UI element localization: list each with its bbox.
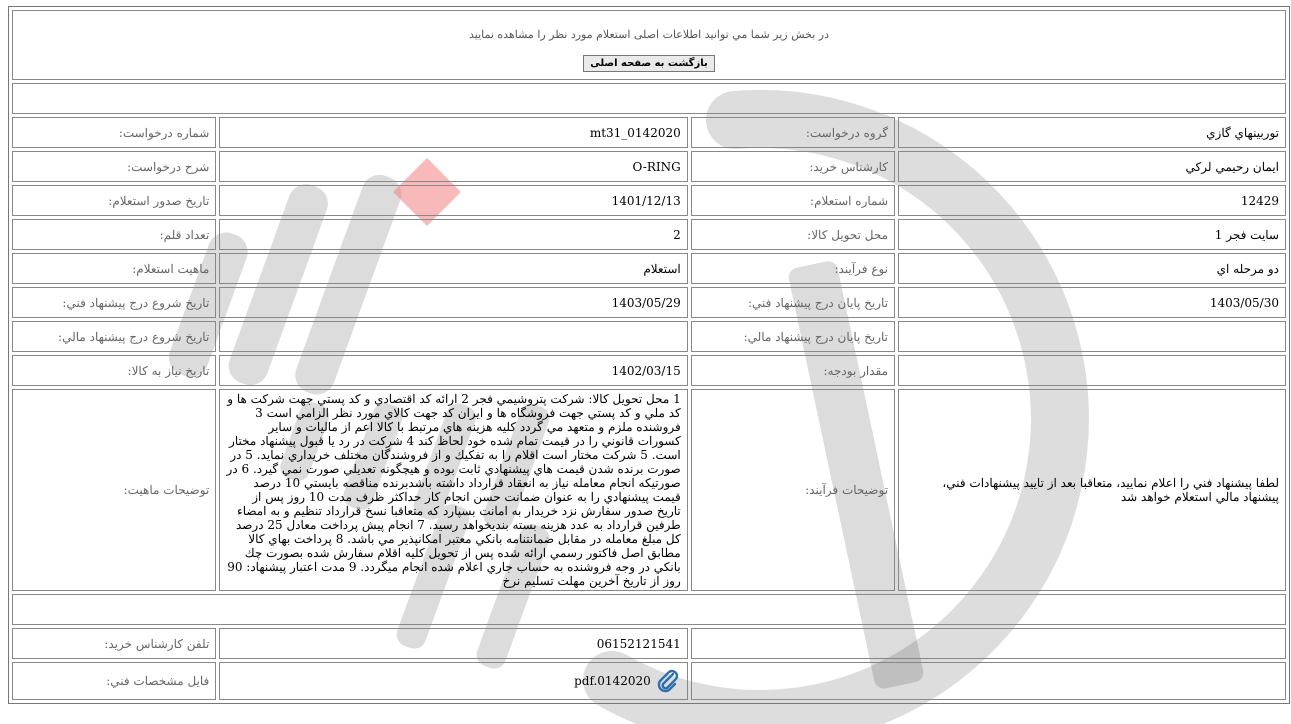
tech-start-value: 1403/05/29 (219, 287, 687, 318)
fin-start-label: تاريخ شروع درج پيشنهاد مالي: (12, 321, 216, 352)
process-desc-value: لطفا پيشنهاد فني را اعلام نماييد، متعاقبا بعد از تاييد پيشنهادات فني، پيشنهاد مالي استعلام خواهد شد (898, 389, 1286, 591)
paperclip-icon (655, 668, 681, 694)
need-date-value: 1402/03/15 (219, 355, 687, 386)
delivery-place-value: سايت فجر 1 (898, 219, 1286, 250)
nature-desc-value: 1 محل تحويل كالا: شركت پتروشيمي فجر 2 ارائه كد اقتصادي و كد پستي جهت شركت ها و كد ملي و كد پستي جهت فروشگاه ها و ايران كد جهت كالاي مورد نظر الزامي است 3 فروشنده ملزم و متعهد مي گردد كليه هزينه هاي مرتبط با كالا اعم از ماليات و ساير كسورات قانوني را در قيمت تمام شده خود لحاظ كند 4 شركت در رد يا قبول پيشنهاد مختار است. 5 شركت مختار است اقلام را به تفكيك و از فروشندگان مختلف خريداري نمايد. 5 در صورت برنده شدن قيمت هاي پيشنهادي ثابت بوده و هيچگونه تعديلي صورت نمي گيرد. 6 در صورتيكه انجام معامله نياز به انعقاد قرارداد داشته باشدبرنده مناقصه بايستي 10 درصد قيمت پيشنهادي را به عنوان ضمانت حسن انجام كار حداكثر ظرف مدت 10 روز پس از تاريخ صدور سفارش نزد خريدار به امانت بسپارد كه متعاقبا نسخ قرارداد تنظيم و به امضاء طرفين قرارداد به عدد هزينه بسته بندیخواهد رسيد. 7 انجام پيش پرداخت معادل 25 درصد كل مبلغ معامله در مقابل ضمانتنامه بانكي معتبر امكانپذير مي باشد. 8 پرداخت بهاي كالا مطابق اصل فاكتور رسمي ارائه شده پس از تحويل كليه اقلام سفارش شده بصورت چك بانكي در وجه فروشنده به حساب جاري اعلام شده انجام ميگردد. 9 مدت اعتبار پيشنهاد: 90 روز از تاريخ آخرين مهلت تسليم نرخ (219, 389, 687, 591)
nature-desc-label: توضيحات ماهيت: (12, 389, 216, 591)
process-type-value: دو مرحله اي (898, 253, 1286, 284)
process-desc-label: توضيحات فرآيند: (691, 389, 895, 591)
tech-start-label: تاريخ شروع درج پيشنهاد فني: (12, 287, 216, 318)
tech-file-label: فايل مشخصات فني: (12, 662, 216, 700)
row-request-number (12, 117, 1286, 148)
tech-file-name: pdf.0142020 (574, 674, 651, 688)
tech-file-empty (691, 662, 1286, 700)
fin-end-value (898, 321, 1286, 352)
tech-end-label: تاريخ پايان درج پيشنهاد فني: (691, 287, 895, 318)
budget-label: مقدار بودجه: (691, 355, 895, 386)
tech-end-value: 1403/05/30 (898, 287, 1286, 318)
row-buyer-phone (12, 628, 1286, 659)
issue-date-value: 1401/12/13 (219, 185, 687, 216)
item-count-label: تعداد قلم: (12, 219, 216, 250)
inquiry-nature-label: ماهيت استعلام: (12, 253, 216, 284)
issue-date-label: تاريخ صدور استعلام: (12, 185, 216, 216)
request-desc-label: شرح درخواست: (12, 151, 216, 182)
empty-row (12, 83, 1286, 114)
request-desc-value: O-RING (219, 151, 687, 182)
fin-end-label: تاريخ پايان درج پيشنهاد مالي: (691, 321, 895, 352)
row-request-desc (12, 151, 1286, 182)
inquiry-nature-value: استعلام (219, 253, 687, 284)
header-note: در بخش زير شما مي توانيد اطلاعات اصلی استعلام مورد نظر را مشاهده نماييد (469, 28, 829, 41)
delivery-place-label: محل تحويل كالا: (691, 219, 895, 250)
row-tech-file (12, 662, 1286, 700)
row-fin-dates (12, 321, 1286, 352)
request-group-value: توربينهاي گازي (898, 117, 1286, 148)
process-type-label: نوع فرآيند: (691, 253, 895, 284)
budget-value (898, 355, 1286, 386)
empty-row-2 (12, 594, 1286, 625)
buyer-phone-value: 06152121541 (219, 628, 687, 659)
row-descriptions (12, 389, 1286, 591)
row-inquiry-nature (12, 253, 1286, 284)
inquiry-number-value: 12429 (898, 185, 1286, 216)
need-date-label: تاريخ نياز به كالا: (12, 355, 216, 386)
fin-start-value (219, 321, 687, 352)
row-item-count (12, 219, 1286, 250)
request-number-value: mt31_0142020 (219, 117, 687, 148)
row-need-date (12, 355, 1286, 386)
request-group-label: گروه درخواست: (691, 117, 895, 148)
buyer-value: ايمان رحيمي لركي (898, 151, 1286, 182)
inquiry-number-label: شماره استعلام: (691, 185, 895, 216)
buyer-phone-label: تلفن كارشناس خريد: (12, 628, 216, 659)
back-to-home-button[interactable]: بازگشت به صفحه اصلی (583, 55, 715, 72)
buyer-label: كارشناس خريد: (691, 151, 895, 182)
inquiry-details-table (8, 6, 1290, 704)
row-issue-date (12, 185, 1286, 216)
buyer-phone-empty (691, 628, 1286, 659)
header-cell (12, 10, 1286, 80)
request-number-label: شماره درخواست: (12, 117, 216, 148)
item-count-value: 2 (219, 219, 687, 250)
tech-file-cell (219, 662, 687, 700)
row-tech-dates (12, 287, 1286, 318)
tech-file-link[interactable] (574, 668, 681, 694)
